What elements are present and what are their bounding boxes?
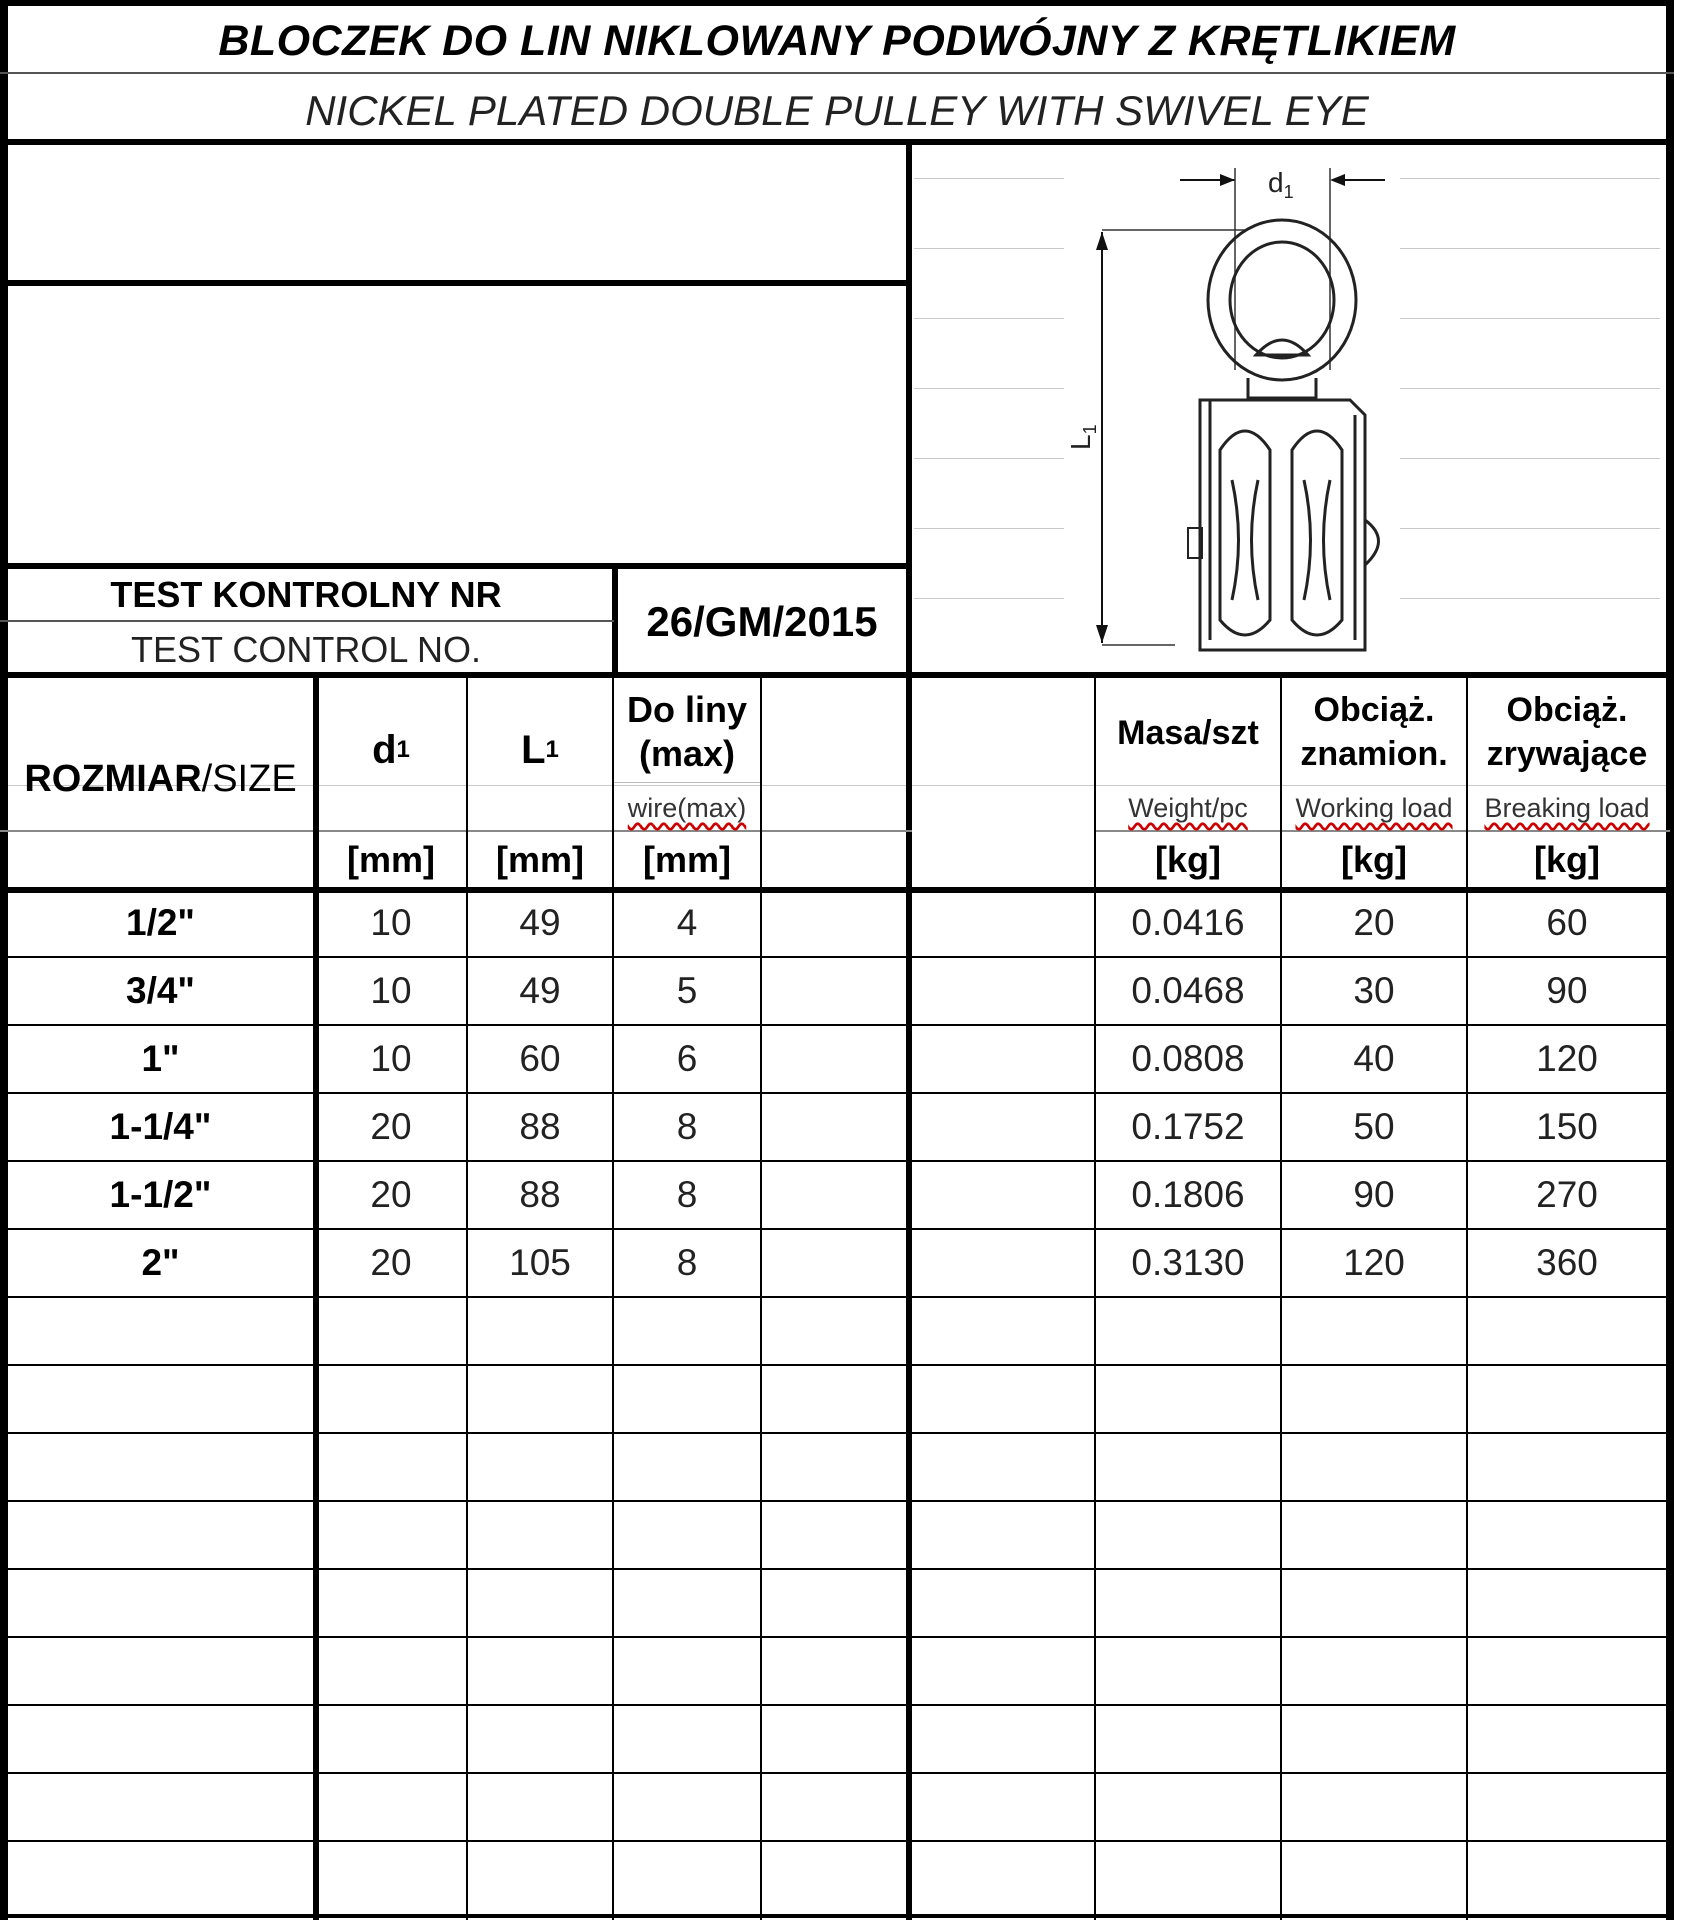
cell-size: 2" (141, 1242, 180, 1283)
cell-breaking-load: 360 (1536, 1242, 1598, 1283)
cell-breaking-load: 120 (1536, 1038, 1598, 1079)
gridline (1400, 388, 1660, 389)
length-dimension (1096, 230, 1245, 645)
unit-d1: [mm] (347, 839, 435, 880)
empty-row-divider (0, 1704, 1674, 1706)
cell-d1: 10 (370, 1038, 412, 1079)
cell-l1: 88 (519, 1174, 561, 1215)
center-divider (906, 142, 912, 1920)
cell-working-load: 50 (1353, 1106, 1395, 1147)
cell-breaking-load: 270 (1536, 1174, 1598, 1215)
cell-breaking-load: 60 (1546, 902, 1588, 943)
unit-weight: [kg] (1155, 839, 1221, 880)
cell-wire: 8 (676, 1174, 698, 1215)
cell-l1: 49 (519, 970, 561, 1011)
gridline (1400, 178, 1660, 179)
cell-d1: 20 (370, 1174, 412, 1215)
empty-row-divider (0, 1636, 1674, 1638)
unit-wire: [mm] (643, 839, 731, 880)
title-bottom-rule (0, 139, 1674, 145)
cell-l1: 88 (519, 1106, 561, 1147)
d1-label: $d_1$ (1268, 167, 1294, 202)
test-control-number: 26/GM/2015 (646, 598, 878, 645)
cell-l1: 105 (509, 1242, 571, 1283)
cell-size: 1-1/4" (109, 1106, 212, 1147)
cell-d1: 10 (370, 970, 412, 1011)
units-row-divider-right (1096, 830, 1670, 832)
gridline (1400, 318, 1660, 319)
gridline (1400, 598, 1660, 599)
header-working-english: Working load (1295, 792, 1453, 823)
cell-weight: 0.1752 (1131, 1106, 1245, 1147)
cell-weight: 0.1806 (1131, 1174, 1245, 1215)
header-weight-polish: Masa/szt (1117, 713, 1259, 752)
cell-working-load: 40 (1353, 1038, 1395, 1079)
swivel-eye-drawing (1200, 220, 1365, 650)
cell-working-load: 120 (1343, 1242, 1405, 1283)
header-wire-english: wire(max) (627, 792, 747, 823)
cell-d1: 20 (370, 1242, 412, 1283)
gridline (1400, 458, 1660, 459)
header-breaking-polish-2: zrywające (1486, 734, 1648, 773)
cell-d1: 20 (370, 1106, 412, 1147)
gridline (1400, 248, 1660, 249)
unit-breaking: [kg] (1534, 839, 1600, 880)
empty-row-divider (0, 1772, 1674, 1774)
frame-bottom (0, 1914, 1674, 1918)
cell-l1: 49 (519, 902, 561, 943)
empty-row-divider (0, 1840, 1674, 1842)
header-working-polish-2: znamion. (1300, 734, 1448, 773)
empty-row-divider (0, 1568, 1674, 1570)
title-english: NICKEL PLATED DOUBLE PULLEY WITH SWIVEL EYE (305, 87, 1369, 134)
cell-wire: 8 (676, 1106, 698, 1147)
cell-working-load: 90 (1353, 1174, 1395, 1215)
cell-weight: 0.3130 (1131, 1242, 1245, 1283)
header-breaking-english: Breaking load (1484, 792, 1650, 823)
axle-nut-drawing (1365, 520, 1379, 565)
test-label-polish: TEST KONTROLNY NR (110, 574, 502, 615)
cell-l1: 60 (519, 1038, 561, 1079)
gridline (1400, 528, 1660, 529)
header-l1: L 1 (521, 727, 559, 772)
cell-size: 3/4" (126, 970, 195, 1011)
header-working-polish-1: Obciąż. (1313, 690, 1435, 729)
cell-wire: 6 (676, 1038, 698, 1079)
test-label-english: TEST CONTROL NO. (130, 629, 482, 670)
sheave-left-drawing (1220, 431, 1270, 635)
empty-row-divider (0, 1364, 1674, 1366)
cell-weight: 0.0416 (1131, 902, 1245, 943)
cell-weight: 0.0808 (1131, 1038, 1245, 1079)
wire-divider (614, 782, 760, 783)
header-size: ROZMIAR /SIZE (24, 758, 297, 800)
cell-breaking-load: 90 (1546, 970, 1588, 1011)
empty-row-divider (0, 1432, 1674, 1434)
header-d1: d 1 (372, 727, 410, 772)
cell-working-load: 30 (1353, 970, 1395, 1011)
cell-size: 1-1/2" (109, 1174, 212, 1215)
cell-d1: 10 (370, 902, 412, 943)
sheave-right-drawing (1292, 431, 1342, 635)
frame-right (1666, 0, 1674, 1920)
header-wire-line2: (max) (638, 733, 736, 774)
cell-wire: 5 (676, 970, 698, 1011)
upper-left-rule (0, 280, 912, 286)
title-polish: BLOCZEK DO LIN NIKLOWANY PODWÓJNY Z KRĘTLIKIEM (218, 16, 1456, 65)
l1-label: $L_1$ (1065, 424, 1100, 450)
cell-size: 1" (141, 1038, 180, 1079)
pulley-diagram (1020, 150, 1410, 670)
cell-working-load: 20 (1353, 902, 1395, 943)
cell-size: 1/2" (126, 902, 195, 943)
cell-weight: 0.0468 (1131, 970, 1245, 1011)
empty-row-divider (0, 1500, 1674, 1502)
unit-working: [kg] (1341, 839, 1407, 880)
frame-left (0, 0, 8, 1920)
unit-l1: [mm] (496, 839, 584, 880)
cell-wire: 4 (676, 902, 698, 943)
cell-breaking-load: 150 (1536, 1106, 1598, 1147)
header-weight-english: Weight/pc (1128, 792, 1248, 823)
header-breaking-polish-1: Obciąż. (1506, 690, 1628, 729)
row-divider (0, 1296, 1674, 1298)
cell-wire: 8 (676, 1242, 698, 1283)
header-wire-line1: Do liny (626, 689, 747, 730)
